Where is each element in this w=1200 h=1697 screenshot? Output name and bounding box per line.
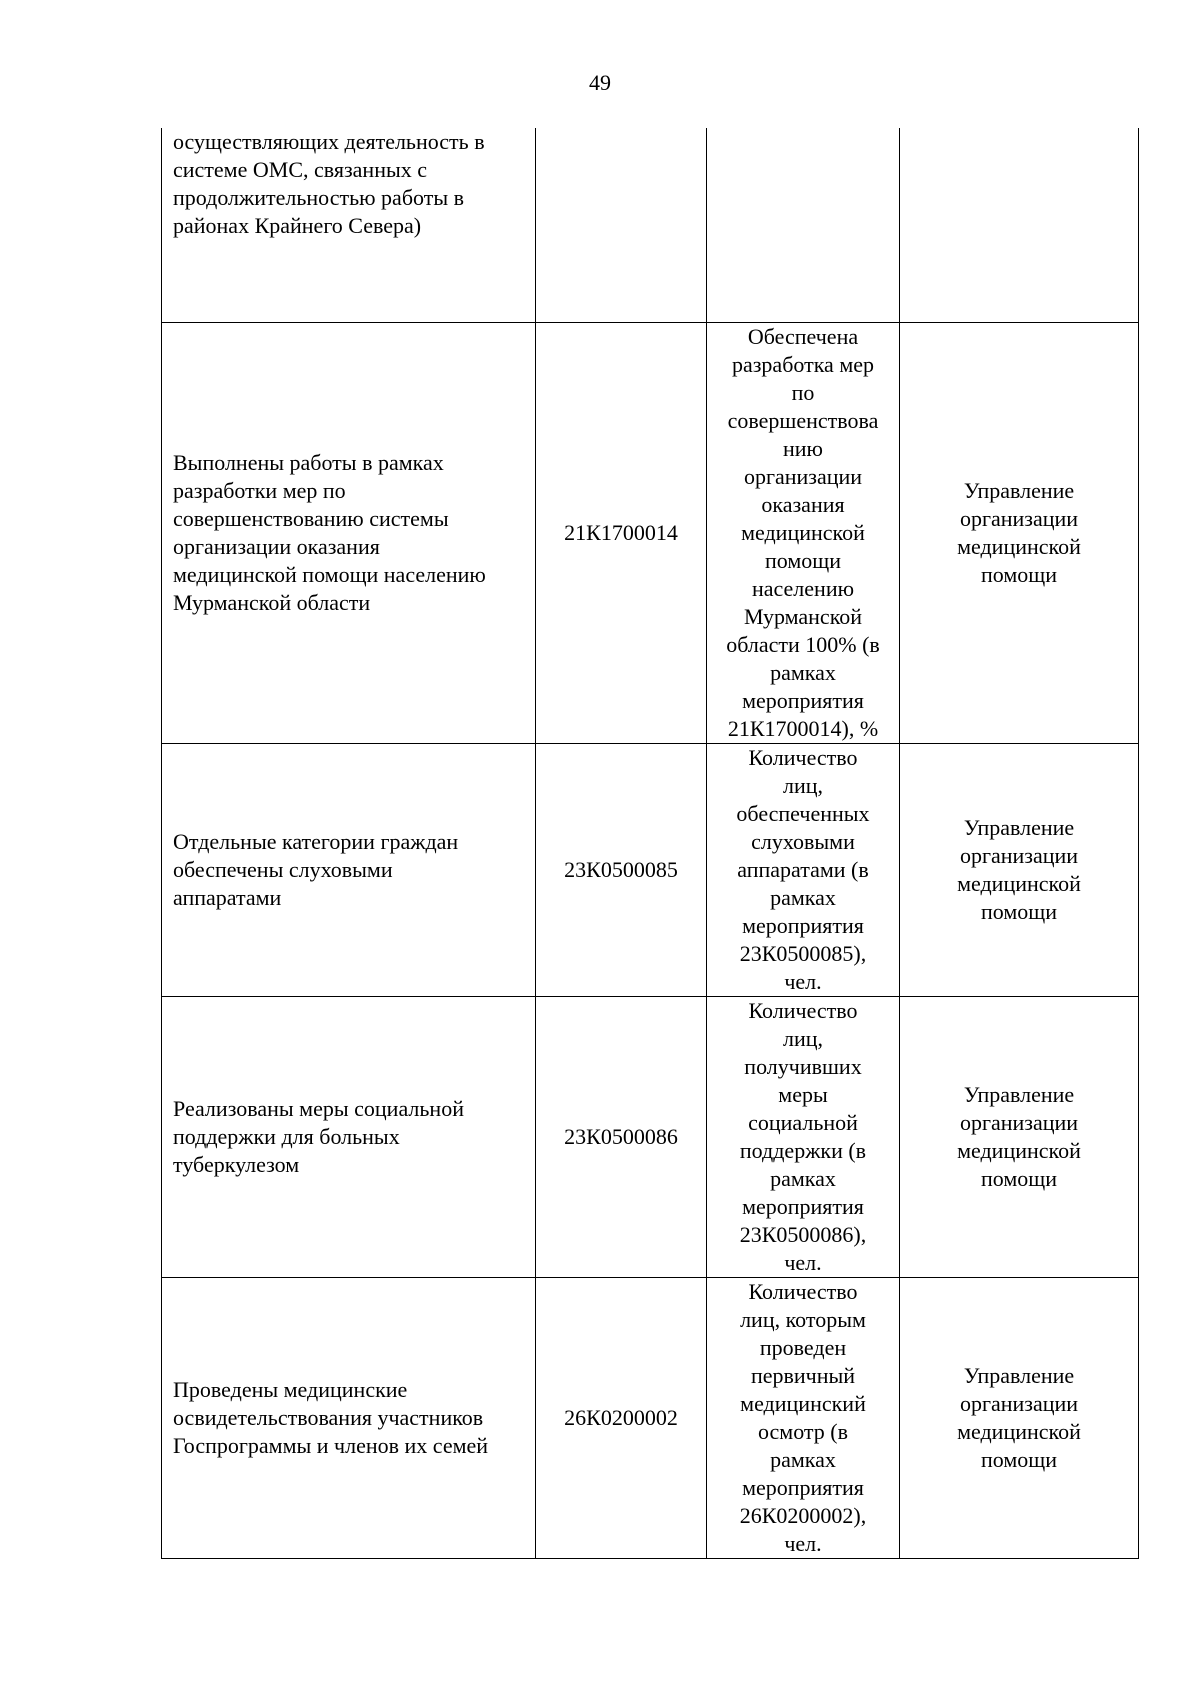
table-row bbox=[162, 128, 1139, 322]
cell-line: медицинской bbox=[957, 533, 1081, 559]
description-cell bbox=[162, 322, 536, 743]
cell-line: лиц, bbox=[782, 772, 824, 798]
cell-line: обеспечены слуховыми bbox=[173, 856, 393, 882]
cell-line: организации оказания bbox=[173, 533, 380, 559]
cell-line: 21К1700014), % bbox=[727, 715, 879, 741]
table-row bbox=[162, 322, 1139, 743]
cell-line: Выполнены работы в рамках bbox=[173, 449, 444, 475]
cell-line: помощи bbox=[981, 898, 1057, 924]
cell-line: помощи bbox=[981, 1165, 1057, 1191]
cell-line: осмотр (в bbox=[757, 1418, 849, 1444]
cell-line: мероприятия bbox=[742, 1193, 864, 1219]
measures-table bbox=[161, 128, 1139, 1559]
cell-line: нию bbox=[783, 435, 823, 461]
cell-line: Проведены медицинские bbox=[173, 1376, 408, 1402]
responsible-cell bbox=[900, 1277, 1139, 1558]
cell-line: организации bbox=[743, 463, 863, 489]
page-number: 49 bbox=[589, 70, 611, 95]
cell-line: рамках bbox=[770, 884, 836, 910]
description-cell bbox=[162, 1277, 536, 1558]
cell-line: Управление bbox=[963, 477, 1075, 503]
code-cell bbox=[536, 128, 707, 322]
cell-line: помощи bbox=[765, 547, 841, 573]
cell-line: мероприятия bbox=[742, 912, 864, 938]
cell-line: Госпрограммы и членов их семей bbox=[173, 1432, 489, 1458]
cell-line: поддержки для больных bbox=[173, 1123, 400, 1149]
cell-line: организации bbox=[959, 842, 1079, 868]
cell-line: 26К0200002), bbox=[739, 1502, 867, 1528]
responsible-cell bbox=[900, 128, 1139, 322]
cell-line: области 100% (в bbox=[726, 631, 880, 657]
cell-line: туберкулезом bbox=[173, 1151, 300, 1177]
indicator-cell bbox=[707, 128, 900, 322]
cell-line: оказания bbox=[761, 491, 845, 517]
cell-line: мероприятия bbox=[742, 687, 864, 713]
cell-line: медицинской bbox=[957, 1137, 1081, 1163]
cell-line: чел. bbox=[784, 968, 822, 994]
cell-line: совершенствова bbox=[727, 407, 879, 433]
cell-line: помощи bbox=[981, 561, 1057, 587]
cell-line: Отдельные категории граждан bbox=[173, 828, 459, 854]
cell-line: 23К0500086), bbox=[739, 1221, 867, 1247]
cell-line: поддержки (в bbox=[739, 1137, 867, 1163]
cell-line: чел. bbox=[784, 1249, 822, 1275]
code-cell: 26К0200002 bbox=[536, 1277, 707, 1558]
cell-line: освидетельствования участников bbox=[173, 1404, 484, 1430]
indicator-cell bbox=[707, 996, 900, 1277]
cell-line: медицинской bbox=[957, 1418, 1081, 1444]
cell-line: мероприятия bbox=[742, 1474, 864, 1500]
cell-line: организации bbox=[959, 505, 1079, 531]
cell-line: аппаратами (в bbox=[737, 856, 869, 882]
cell-line: медицинский bbox=[740, 1390, 866, 1416]
responsible-cell bbox=[900, 322, 1139, 743]
cell-line: Обеспечена bbox=[747, 323, 859, 349]
cell-line: проведен bbox=[759, 1334, 847, 1360]
description-cell bbox=[162, 996, 536, 1277]
cell-line: по bbox=[791, 379, 815, 405]
description-cell bbox=[162, 128, 536, 322]
code-cell: 23К0500085 bbox=[536, 743, 707, 996]
cell-line: продолжительностью работы в bbox=[173, 185, 465, 210]
indicator-cell bbox=[707, 743, 900, 996]
cell-line: разработки мер по bbox=[173, 477, 346, 503]
cell-line: социальной bbox=[748, 1109, 858, 1135]
cell-line: Мурманской bbox=[743, 603, 863, 629]
cell-line: 23К0500085), bbox=[739, 940, 867, 966]
table-row bbox=[162, 1277, 1139, 1558]
cell-line: Количество bbox=[748, 997, 858, 1023]
cell-line: рамках bbox=[770, 1446, 836, 1472]
cell-line: Реализованы меры социальной bbox=[173, 1095, 464, 1121]
cell-line: населению bbox=[751, 575, 855, 601]
cell-line: аппаратами bbox=[173, 884, 282, 910]
indicator-cell bbox=[707, 1277, 900, 1558]
cell-line: Управление bbox=[963, 1362, 1075, 1388]
cell-line: обеспеченных bbox=[736, 800, 870, 826]
responsible-cell bbox=[900, 996, 1139, 1277]
cell-line: лиц, которым bbox=[740, 1306, 866, 1332]
cell-line: Управление bbox=[963, 1081, 1075, 1107]
cell-line: слуховыми bbox=[751, 828, 855, 854]
cell-line: чел. bbox=[784, 1530, 822, 1556]
cell-line: Количество bbox=[748, 744, 858, 770]
cell-line: совершенствованию системы bbox=[173, 505, 449, 531]
cell-line: осуществляющих деятельность в bbox=[173, 129, 485, 154]
code-cell: 21К1700014 bbox=[536, 322, 707, 743]
cell-line: получивших bbox=[744, 1053, 862, 1079]
cell-line: медицинской помощи населению bbox=[173, 561, 486, 587]
cell-line: организации bbox=[959, 1390, 1079, 1416]
cell-line: разработка мер bbox=[731, 351, 875, 377]
code-cell: 23К0500086 bbox=[536, 996, 707, 1277]
cell-line: Управление bbox=[963, 814, 1075, 840]
cell-line: районах Крайнего Севера) bbox=[173, 213, 422, 238]
cell-line: меры bbox=[778, 1081, 828, 1107]
indicator-cell bbox=[707, 322, 900, 743]
description-cell bbox=[162, 743, 536, 996]
cell-line: лиц, bbox=[782, 1025, 824, 1051]
responsible-cell bbox=[900, 743, 1139, 996]
cell-line: организации bbox=[959, 1109, 1079, 1135]
cell-line: рамках bbox=[770, 1165, 836, 1191]
table-row bbox=[162, 996, 1139, 1277]
cell-line: Мурманской области bbox=[173, 589, 371, 615]
cell-line: медицинской bbox=[741, 519, 865, 545]
cell-line: рамках bbox=[770, 659, 836, 685]
cell-line: Количество bbox=[748, 1278, 858, 1304]
table-row bbox=[162, 743, 1139, 996]
cell-line: системе ОМС, связанных с bbox=[173, 157, 428, 182]
cell-line: помощи bbox=[981, 1446, 1057, 1472]
cell-line: первичный bbox=[750, 1362, 856, 1388]
cell-line: медицинской bbox=[957, 870, 1081, 896]
